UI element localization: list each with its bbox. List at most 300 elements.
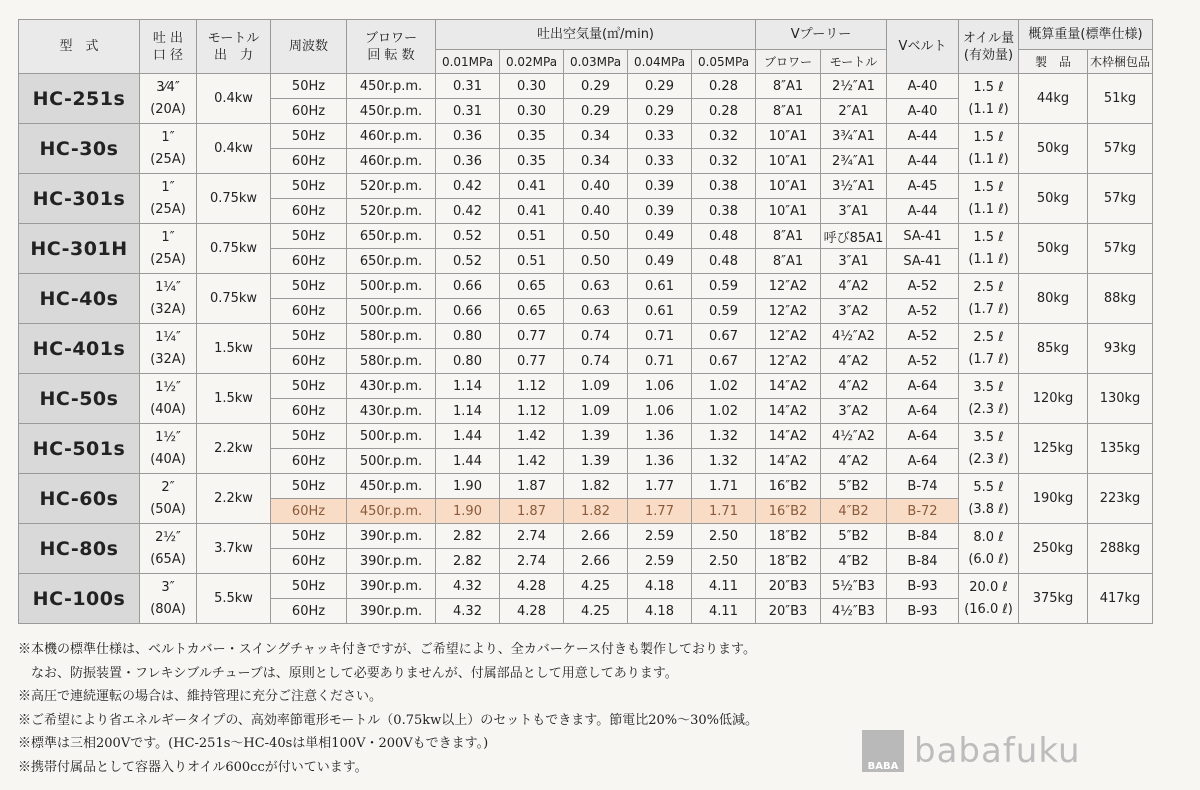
blower-rpm: 450r.p.m. <box>347 99 436 124</box>
air-volume: 0.40 <box>564 174 628 199</box>
air-volume: 0.41 <box>500 174 564 199</box>
pulley-motor: 2½″A1 <box>821 74 887 99</box>
header-pulley-blower: ブロワー <box>756 50 821 74</box>
blower-rpm: 500r.p.m. <box>347 274 436 299</box>
header-frequency: 周波数 <box>271 20 347 74</box>
oil-amount-line: (1.1 ℓ) <box>968 251 1009 267</box>
motor-output: 3.7kw <box>197 524 271 574</box>
pulley-motor: 4″A2 <box>821 374 887 399</box>
air-volume: 0.39 <box>628 174 692 199</box>
air-volume: 1.12 <box>500 374 564 399</box>
oil-amount-line: 1.5 ℓ <box>973 229 1004 245</box>
air-volume: 0.63 <box>564 299 628 324</box>
vbelt: A-64 <box>887 424 959 449</box>
frequency: 60Hz <box>271 599 347 624</box>
air-volume: 0.65 <box>500 274 564 299</box>
oil-amount-line: (16.0 ℓ) <box>964 601 1013 617</box>
outlet-caliber-line: 3⁄4″ <box>156 79 180 95</box>
table-row <box>19 424 1153 449</box>
air-volume: 0.50 <box>564 249 628 274</box>
outlet-caliber-line: 3″ <box>161 579 175 595</box>
logo-text: babafuku <box>914 731 1081 771</box>
product-weight: 250kg <box>1019 524 1088 574</box>
air-volume: 0.63 <box>564 274 628 299</box>
frequency: 60Hz <box>271 399 347 424</box>
air-volume: 0.51 <box>500 224 564 249</box>
frequency: 50Hz <box>271 174 347 199</box>
vbelt: SA-41 <box>887 224 959 249</box>
outlet-caliber-line: 1½″ <box>155 379 181 395</box>
pulley-blower: 12″A2 <box>756 349 821 374</box>
air-volume: 2.59 <box>628 524 692 549</box>
model-name: HC-501s <box>19 424 140 474</box>
air-volume: 0.35 <box>500 149 564 174</box>
crated-weight: 288kg <box>1088 524 1153 574</box>
air-volume: 1.32 <box>692 449 756 474</box>
crated-weight: 223kg <box>1088 474 1153 524</box>
blower-rpm: 450r.p.m. <box>347 474 436 499</box>
pulley-motor: 3″A1 <box>821 199 887 224</box>
table-row <box>19 124 1153 149</box>
air-volume: 4.28 <box>500 599 564 624</box>
air-volume: 0.74 <box>564 324 628 349</box>
motor-output: 0.4kw <box>197 74 271 124</box>
outlet-caliber <box>140 74 197 124</box>
motor-output: 0.75kw <box>197 174 271 224</box>
air-volume: 0.31 <box>436 74 500 99</box>
frequency: 60Hz <box>271 99 347 124</box>
vbelt: A-52 <box>887 324 959 349</box>
pulley-motor: 4″A2 <box>821 349 887 374</box>
crated-weight: 57kg <box>1088 124 1153 174</box>
product-weight: 50kg <box>1019 224 1088 274</box>
vbelt: A-64 <box>887 374 959 399</box>
frequency: 60Hz <box>271 249 347 274</box>
pulley-motor: 2″A1 <box>821 99 887 124</box>
outlet-caliber-line: (65A) <box>150 551 186 567</box>
pulley-motor: 4″B2 <box>821 549 887 574</box>
air-volume: 4.18 <box>628 599 692 624</box>
table-row <box>19 274 1153 299</box>
blower-rpm: 650r.p.m. <box>347 249 436 274</box>
air-volume: 1.87 <box>500 474 564 499</box>
outlet-caliber <box>140 274 197 324</box>
oil-amount-line: (3.8 ℓ) <box>968 501 1009 517</box>
model-name: HC-301s <box>19 174 140 224</box>
vbelt: A-52 <box>887 299 959 324</box>
air-volume: 4.25 <box>564 599 628 624</box>
frequency: 50Hz <box>271 474 347 499</box>
air-volume: 0.61 <box>628 299 692 324</box>
air-volume: 2.59 <box>628 549 692 574</box>
air-volume: 0.28 <box>692 74 756 99</box>
frequency: 60Hz <box>271 449 347 474</box>
product-weight: 85kg <box>1019 324 1088 374</box>
pulley-motor: 3¾″A1 <box>821 124 887 149</box>
air-volume: 0.41 <box>500 199 564 224</box>
air-volume: 2.50 <box>692 524 756 549</box>
crated-weight: 93kg <box>1088 324 1153 374</box>
air-volume: 1.39 <box>564 449 628 474</box>
outlet-caliber <box>140 224 197 274</box>
crated-weight: 57kg <box>1088 224 1153 274</box>
oil-amount <box>959 524 1019 574</box>
air-volume: 0.34 <box>564 124 628 149</box>
blower-rpm: 390r.p.m. <box>347 524 436 549</box>
oil-amount <box>959 224 1019 274</box>
model-name: HC-80s <box>19 524 140 574</box>
air-volume: 4.32 <box>436 574 500 599</box>
air-volume: 0.52 <box>436 224 500 249</box>
frequency: 60Hz <box>271 149 347 174</box>
frequency: 60Hz <box>271 299 347 324</box>
oil-amount-line: 20.0 ℓ <box>969 579 1008 595</box>
pulley-blower: 18″B2 <box>756 524 821 549</box>
air-volume: 1.77 <box>628 499 692 524</box>
vbelt: A-44 <box>887 199 959 224</box>
oil-amount <box>959 324 1019 374</box>
air-volume: 1.90 <box>436 499 500 524</box>
air-volume: 1.42 <box>500 449 564 474</box>
air-volume: 1.44 <box>436 449 500 474</box>
air-volume: 0.71 <box>628 324 692 349</box>
air-volume: 1.82 <box>564 474 628 499</box>
air-volume: 0.52 <box>436 249 500 274</box>
table-row <box>19 574 1153 599</box>
air-volume: 1.02 <box>692 374 756 399</box>
note-line: ※本機の標準仕様は、ベルトカバー・スイングチャッキ付きですが、ご希望により、全カバーケース付きも製作しております。 <box>18 642 757 657</box>
air-volume: 0.71 <box>628 349 692 374</box>
header-vbelt: Vベルト <box>887 20 959 74</box>
frequency: 60Hz <box>271 349 347 374</box>
vbelt: A-52 <box>887 349 959 374</box>
air-volume: 4.25 <box>564 574 628 599</box>
outlet-caliber <box>140 474 197 524</box>
air-volume: 0.32 <box>692 149 756 174</box>
vbelt: A-40 <box>887 99 959 124</box>
crated-weight: 417kg <box>1088 574 1153 624</box>
air-volume: 0.77 <box>500 324 564 349</box>
header-pressure: 0.01MPa <box>436 50 500 74</box>
pulley-blower: 14″A2 <box>756 374 821 399</box>
motor-output: 0.75kw <box>197 224 271 274</box>
motor-output: 1.5kw <box>197 324 271 374</box>
air-volume: 0.30 <box>500 99 564 124</box>
pulley-blower: 14″A2 <box>756 424 821 449</box>
air-volume: 0.59 <box>692 299 756 324</box>
outlet-caliber-line: 1½″ <box>155 429 181 445</box>
vbelt: B-84 <box>887 549 959 574</box>
product-weight: 375kg <box>1019 574 1088 624</box>
note-line: ※標準は三相200Vです。(HC-251s〜HC-40sは単相100V・200Vもできます。) <box>18 736 489 751</box>
product-weight: 50kg <box>1019 174 1088 224</box>
oil-amount-line: (1.7 ℓ) <box>968 301 1009 317</box>
blower-rpm: 500r.p.m. <box>347 449 436 474</box>
header-weight-product: 製 品 <box>1019 50 1088 74</box>
oil-amount-line: (2.3 ℓ) <box>968 451 1009 467</box>
air-volume: 0.65 <box>500 299 564 324</box>
blower-rpm: 390r.p.m. <box>347 599 436 624</box>
air-volume: 0.35 <box>500 124 564 149</box>
header-pulley-motor: モートル <box>821 50 887 74</box>
air-volume: 4.28 <box>500 574 564 599</box>
table-row <box>19 74 1153 99</box>
outlet-caliber-line: 1¼″ <box>155 279 181 295</box>
outlet-caliber <box>140 524 197 574</box>
air-volume: 0.40 <box>564 199 628 224</box>
air-volume: 1.36 <box>628 424 692 449</box>
outlet-caliber-line: 1″ <box>161 179 175 195</box>
air-volume: 0.33 <box>628 124 692 149</box>
pulley-blower: 10″A1 <box>756 149 821 174</box>
model-name: HC-100s <box>19 574 140 624</box>
product-weight: 120kg <box>1019 374 1088 424</box>
air-volume: 1.09 <box>564 399 628 424</box>
blower-rpm: 450r.p.m. <box>347 499 436 524</box>
oil-amount <box>959 374 1019 424</box>
oil-amount-line: 5.5 ℓ <box>973 479 1004 495</box>
air-volume: 1.82 <box>564 499 628 524</box>
pulley-blower: 20″B3 <box>756 574 821 599</box>
pulley-blower: 18″B2 <box>756 549 821 574</box>
air-volume: 1.12 <box>500 399 564 424</box>
air-volume: 2.74 <box>500 549 564 574</box>
frequency: 50Hz <box>271 524 347 549</box>
blower-rpm: 460r.p.m. <box>347 124 436 149</box>
outlet-caliber-line: (32A) <box>150 351 186 367</box>
air-volume: 0.67 <box>692 349 756 374</box>
air-volume: 0.77 <box>500 349 564 374</box>
crated-weight: 130kg <box>1088 374 1153 424</box>
air-volume: 0.29 <box>628 74 692 99</box>
frequency: 50Hz <box>271 424 347 449</box>
header-pressure: 0.04MPa <box>628 50 692 74</box>
blower-rpm: 580r.p.m. <box>347 349 436 374</box>
air-volume: 0.29 <box>564 74 628 99</box>
outlet-caliber <box>140 424 197 474</box>
pulley-blower: 8″A1 <box>756 99 821 124</box>
model-name: HC-401s <box>19 324 140 374</box>
crated-weight: 57kg <box>1088 174 1153 224</box>
header-blower-rpm: ブロワー 回 転 数 <box>347 20 436 74</box>
oil-amount-line: (1.1 ℓ) <box>968 201 1009 217</box>
pulley-motor: 呼び85A1 <box>821 224 887 249</box>
outlet-caliber-line: (20A) <box>150 101 186 117</box>
vbelt: A-44 <box>887 149 959 174</box>
oil-amount-line: (6.0 ℓ) <box>968 551 1009 567</box>
pulley-motor: 4½″A2 <box>821 324 887 349</box>
product-weight: 44kg <box>1019 74 1088 124</box>
air-volume: 0.30 <box>500 74 564 99</box>
air-volume: 0.49 <box>628 224 692 249</box>
oil-amount <box>959 174 1019 224</box>
outlet-caliber-line: 1″ <box>161 229 175 245</box>
pulley-blower: 10″A1 <box>756 124 821 149</box>
outlet-caliber <box>140 124 197 174</box>
oil-amount <box>959 474 1019 524</box>
frequency: 50Hz <box>271 374 347 399</box>
product-weight: 190kg <box>1019 474 1088 524</box>
oil-amount <box>959 74 1019 124</box>
air-volume: 4.11 <box>692 574 756 599</box>
air-volume: 1.39 <box>564 424 628 449</box>
air-volume: 0.66 <box>436 274 500 299</box>
air-volume: 0.49 <box>628 249 692 274</box>
air-volume: 0.32 <box>692 124 756 149</box>
oil-amount-line: (1.1 ℓ) <box>968 151 1009 167</box>
outlet-caliber-line: (25A) <box>150 251 186 267</box>
frequency: 50Hz <box>271 74 347 99</box>
pulley-motor: 2¾″A1 <box>821 149 887 174</box>
product-weight: 125kg <box>1019 424 1088 474</box>
air-volume: 4.11 <box>692 599 756 624</box>
air-volume: 0.28 <box>692 99 756 124</box>
model-name: HC-40s <box>19 274 140 324</box>
oil-amount-line: (2.3 ℓ) <box>968 401 1009 417</box>
oil-amount-line: 2.5 ℓ <box>973 329 1004 345</box>
air-volume: 0.80 <box>436 324 500 349</box>
model-name: HC-30s <box>19 124 140 174</box>
outlet-caliber-line: (32A) <box>150 301 186 317</box>
vbelt: A-52 <box>887 274 959 299</box>
babafuku-logo <box>862 730 1081 772</box>
model-name: HC-60s <box>19 474 140 524</box>
air-volume: 4.32 <box>436 599 500 624</box>
table-row <box>19 174 1153 199</box>
frequency: 50Hz <box>271 274 347 299</box>
crated-weight: 51kg <box>1088 74 1153 124</box>
header-outlet: 吐 出 口 径 <box>140 20 197 74</box>
frequency: 60Hz <box>271 199 347 224</box>
vbelt: B-84 <box>887 524 959 549</box>
outlet-caliber <box>140 374 197 424</box>
pulley-blower: 8″A1 <box>756 74 821 99</box>
frequency: 50Hz <box>271 224 347 249</box>
air-volume: 1.42 <box>500 424 564 449</box>
notes <box>18 638 758 779</box>
air-volume: 2.82 <box>436 524 500 549</box>
vbelt: A-40 <box>887 74 959 99</box>
outlet-caliber-line: 1″ <box>161 129 175 145</box>
pulley-blower: 16″B2 <box>756 499 821 524</box>
header-pulley: Vプーリー <box>756 20 887 50</box>
header-air-volume: 吐出空気量(㎥/min) <box>436 20 756 50</box>
frequency: 60Hz <box>271 549 347 574</box>
pulley-blower: 14″A2 <box>756 399 821 424</box>
motor-output: 2.2kw <box>197 424 271 474</box>
air-volume: 0.67 <box>692 324 756 349</box>
spec-table <box>18 19 1153 624</box>
vbelt: A-45 <box>887 174 959 199</box>
outlet-caliber-line: (40A) <box>150 401 186 417</box>
oil-amount-line: 3.5 ℓ <box>973 429 1004 445</box>
pulley-blower: 10″A1 <box>756 199 821 224</box>
outlet-caliber-line: 2½″ <box>155 529 181 545</box>
air-volume: 1.06 <box>628 374 692 399</box>
blower-rpm: 390r.p.m. <box>347 549 436 574</box>
blower-rpm: 460r.p.m. <box>347 149 436 174</box>
blower-rpm: 430r.p.m. <box>347 399 436 424</box>
table-row <box>19 474 1153 499</box>
pulley-motor: 5″B2 <box>821 474 887 499</box>
model-name: HC-251s <box>19 74 140 124</box>
air-volume: 0.61 <box>628 274 692 299</box>
vbelt: A-64 <box>887 449 959 474</box>
oil-amount-line: 3.5 ℓ <box>973 379 1004 395</box>
table-row <box>19 374 1153 399</box>
air-volume: 1.90 <box>436 474 500 499</box>
air-volume: 0.38 <box>692 199 756 224</box>
air-volume: 2.82 <box>436 549 500 574</box>
air-volume: 0.38 <box>692 174 756 199</box>
crated-weight: 135kg <box>1088 424 1153 474</box>
air-volume: 0.48 <box>692 249 756 274</box>
air-volume: 1.87 <box>500 499 564 524</box>
product-weight: 80kg <box>1019 274 1088 324</box>
outlet-caliber-line: (40A) <box>150 451 186 467</box>
oil-amount-line: (1.1 ℓ) <box>968 101 1009 117</box>
air-volume: 1.77 <box>628 474 692 499</box>
air-volume: 1.71 <box>692 499 756 524</box>
oil-amount-line: 2.5 ℓ <box>973 279 1004 295</box>
air-volume: 0.48 <box>692 224 756 249</box>
air-volume: 0.29 <box>628 99 692 124</box>
motor-output: 2.2kw <box>197 474 271 524</box>
air-volume: 4.18 <box>628 574 692 599</box>
note-line: ※携帯付属品として容器入りオイル600ccが付いています。 <box>18 759 368 775</box>
crated-weight: 88kg <box>1088 274 1153 324</box>
vbelt: B-74 <box>887 474 959 499</box>
air-volume: 1.14 <box>436 399 500 424</box>
outlet-caliber-line: (25A) <box>150 151 186 167</box>
pulley-motor: 4″A2 <box>821 274 887 299</box>
model-name: HC-50s <box>19 374 140 424</box>
frequency: 50Hz <box>271 324 347 349</box>
pulley-motor: 3″A2 <box>821 299 887 324</box>
table-row <box>19 224 1153 249</box>
air-volume: 0.42 <box>436 174 500 199</box>
pulley-motor: 4½″B3 <box>821 599 887 624</box>
air-volume: 0.50 <box>564 224 628 249</box>
air-volume: 2.50 <box>692 549 756 574</box>
pulley-motor: 5″B2 <box>821 524 887 549</box>
blower-rpm: 500r.p.m. <box>347 424 436 449</box>
vbelt: B-72 <box>887 499 959 524</box>
pulley-motor: 5½″B3 <box>821 574 887 599</box>
air-volume: 1.02 <box>692 399 756 424</box>
pulley-motor: 4½″A2 <box>821 424 887 449</box>
air-volume: 1.36 <box>628 449 692 474</box>
note-line: ※ご希望により省エネルギータイプの、高効率節電形モートル（0.75kw以上）のセットもできます。節電比20%〜30%低減。 <box>18 712 759 728</box>
pulley-motor: 3½″A1 <box>821 174 887 199</box>
outlet-caliber <box>140 324 197 374</box>
vbelt: A-44 <box>887 124 959 149</box>
header-weight: 概算重量(標準仕様) <box>1019 20 1153 50</box>
pulley-motor: 4″B2 <box>821 499 887 524</box>
outlet-caliber <box>140 574 197 624</box>
air-volume: 2.66 <box>564 549 628 574</box>
air-volume: 0.66 <box>436 299 500 324</box>
blower-rpm: 500r.p.m. <box>347 299 436 324</box>
motor-output: 0.75kw <box>197 274 271 324</box>
note-line: なお、防振装置・フレキシブルチューブは、原則として必要ありませんが、付属部品として用意してあります。 <box>18 665 678 681</box>
product-weight: 50kg <box>1019 124 1088 174</box>
header-pressure: 0.02MPa <box>500 50 564 74</box>
air-volume: 0.74 <box>564 349 628 374</box>
air-volume: 0.39 <box>628 199 692 224</box>
air-volume: 0.51 <box>500 249 564 274</box>
air-volume: 0.59 <box>692 274 756 299</box>
